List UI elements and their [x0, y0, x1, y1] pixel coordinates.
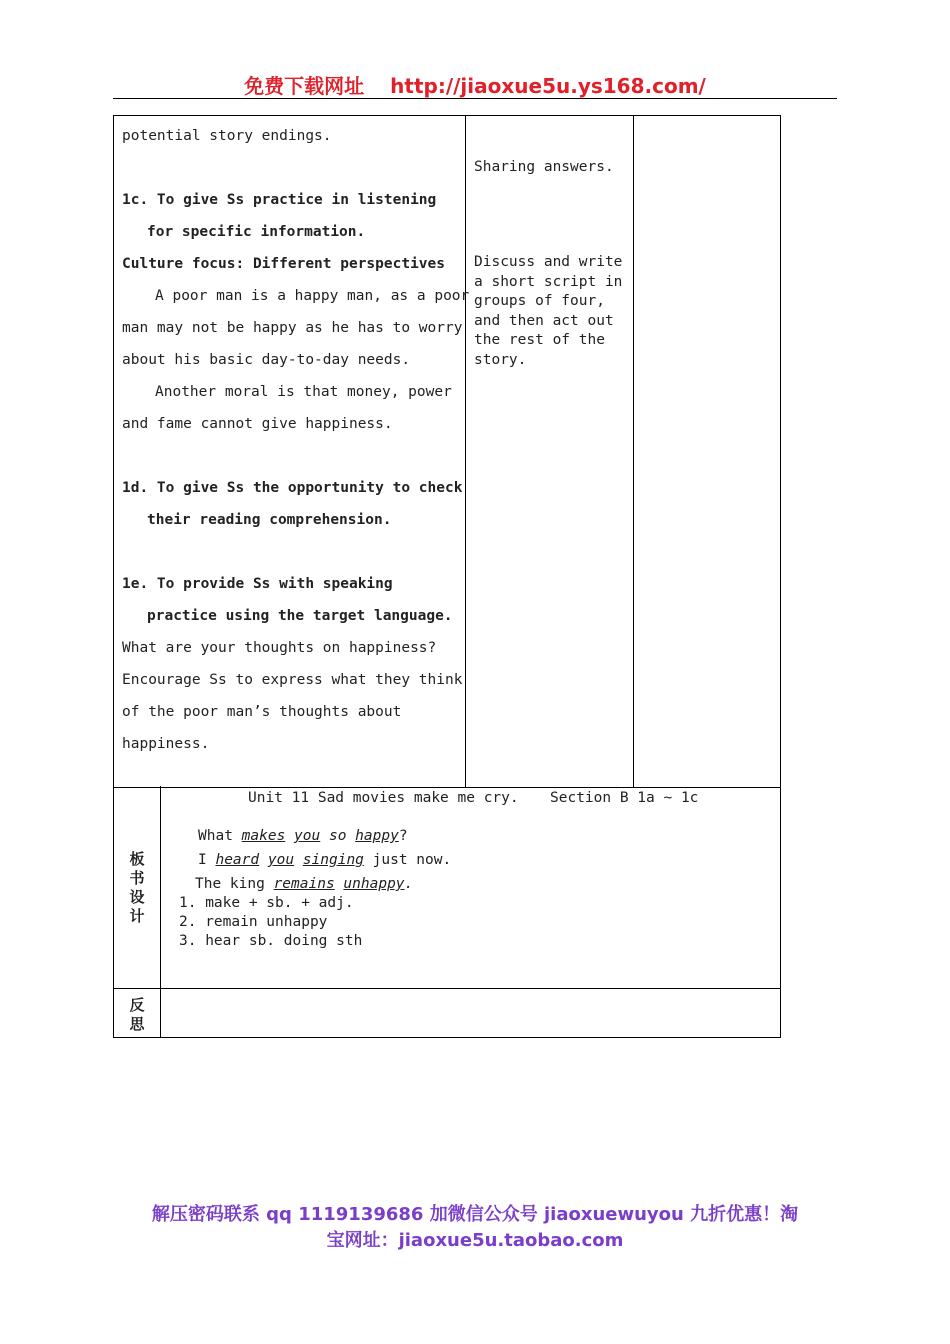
aim-1d-line2: their reading comprehension. — [147, 512, 392, 528]
text-line: and fame cannot give happiness. — [122, 416, 393, 432]
notes-column — [634, 116, 780, 787]
lesson-plan-table — [113, 115, 781, 788]
sharing-answers-text: Sharing answers. — [474, 159, 614, 175]
board-title: Unit 11 Sad movies make me cry. — [248, 790, 519, 806]
aim-1e-line2: practice using the target language. — [147, 608, 453, 624]
footer-line-1: 解压密码联系 qq 1119139686 加微信公众号 jiaoxuewuyou 九折优惠！淘 — [151, 1204, 799, 1225]
header-divider — [113, 98, 837, 99]
reflection-label-cell — [114, 989, 161, 1037]
aim-1e-line1: 1e. To provide Ss with speaking — [122, 576, 393, 592]
text-line: potential story endings. — [122, 128, 332, 144]
board-design-label: 板 书 设 计 — [129, 850, 145, 925]
board-design-row — [114, 786, 780, 989]
text-line: man may not be happy as he has to worry — [122, 320, 463, 336]
board-design-label-cell — [114, 786, 161, 988]
teaching-aims-column — [114, 116, 470, 787]
student-activity-column — [466, 116, 634, 787]
aim-1c-line2: for specific information. — [147, 224, 366, 240]
aim-1d-line1: 1d. To give Ss the opportunity to check — [122, 480, 463, 496]
board-content — [161, 786, 780, 988]
discuss-activity-text: Discuss and write a short script in groups of four, and then act out the rest of the story. — [474, 254, 623, 368]
board-design-table — [113, 786, 781, 1038]
aim-1c-line1: 1c. To give Ss practice in listening — [122, 192, 437, 208]
reflection-label: 反 思 — [129, 996, 145, 1033]
reflection-row — [114, 989, 780, 1037]
header-url[interactable]: http://jiaoxue5u.ys168.com/ — [390, 74, 706, 98]
text-line: Another moral is that money, power — [155, 384, 452, 400]
grammar-point-3: 3. hear sb. doing sth — [179, 933, 363, 949]
text-line: A poor man is a happy man, as a poor — [155, 288, 470, 304]
grammar-point-1: 1. make + sb. + adj. — [179, 895, 354, 911]
text-line: happiness. — [122, 736, 210, 752]
board-section: Section B 1a ~ 1c — [550, 790, 699, 806]
header-label: 免费下载网址 — [244, 74, 365, 98]
example-sentence-1: What makes you so happy? — [198, 828, 408, 844]
text-line: Encourage Ss to express what they think — [122, 672, 463, 688]
text-line: of the poor man’s thoughts about — [122, 704, 402, 720]
example-sentence-2: I heard you singing just now. — [198, 852, 452, 868]
grammar-point-2: 2. remain unhappy — [179, 914, 328, 930]
example-sentence-3: The king remains unhappy. — [195, 876, 414, 892]
text-line: about his basic day-to-day needs. — [122, 352, 411, 368]
text-line: What are your thoughts on happiness? — [122, 640, 437, 656]
header-banner — [0, 70, 950, 99]
footer-line-2: 宝网址：jiaoxue5u.taobao.com — [326, 1230, 624, 1251]
culture-focus-heading: Culture focus: Different perspectives — [122, 256, 446, 272]
